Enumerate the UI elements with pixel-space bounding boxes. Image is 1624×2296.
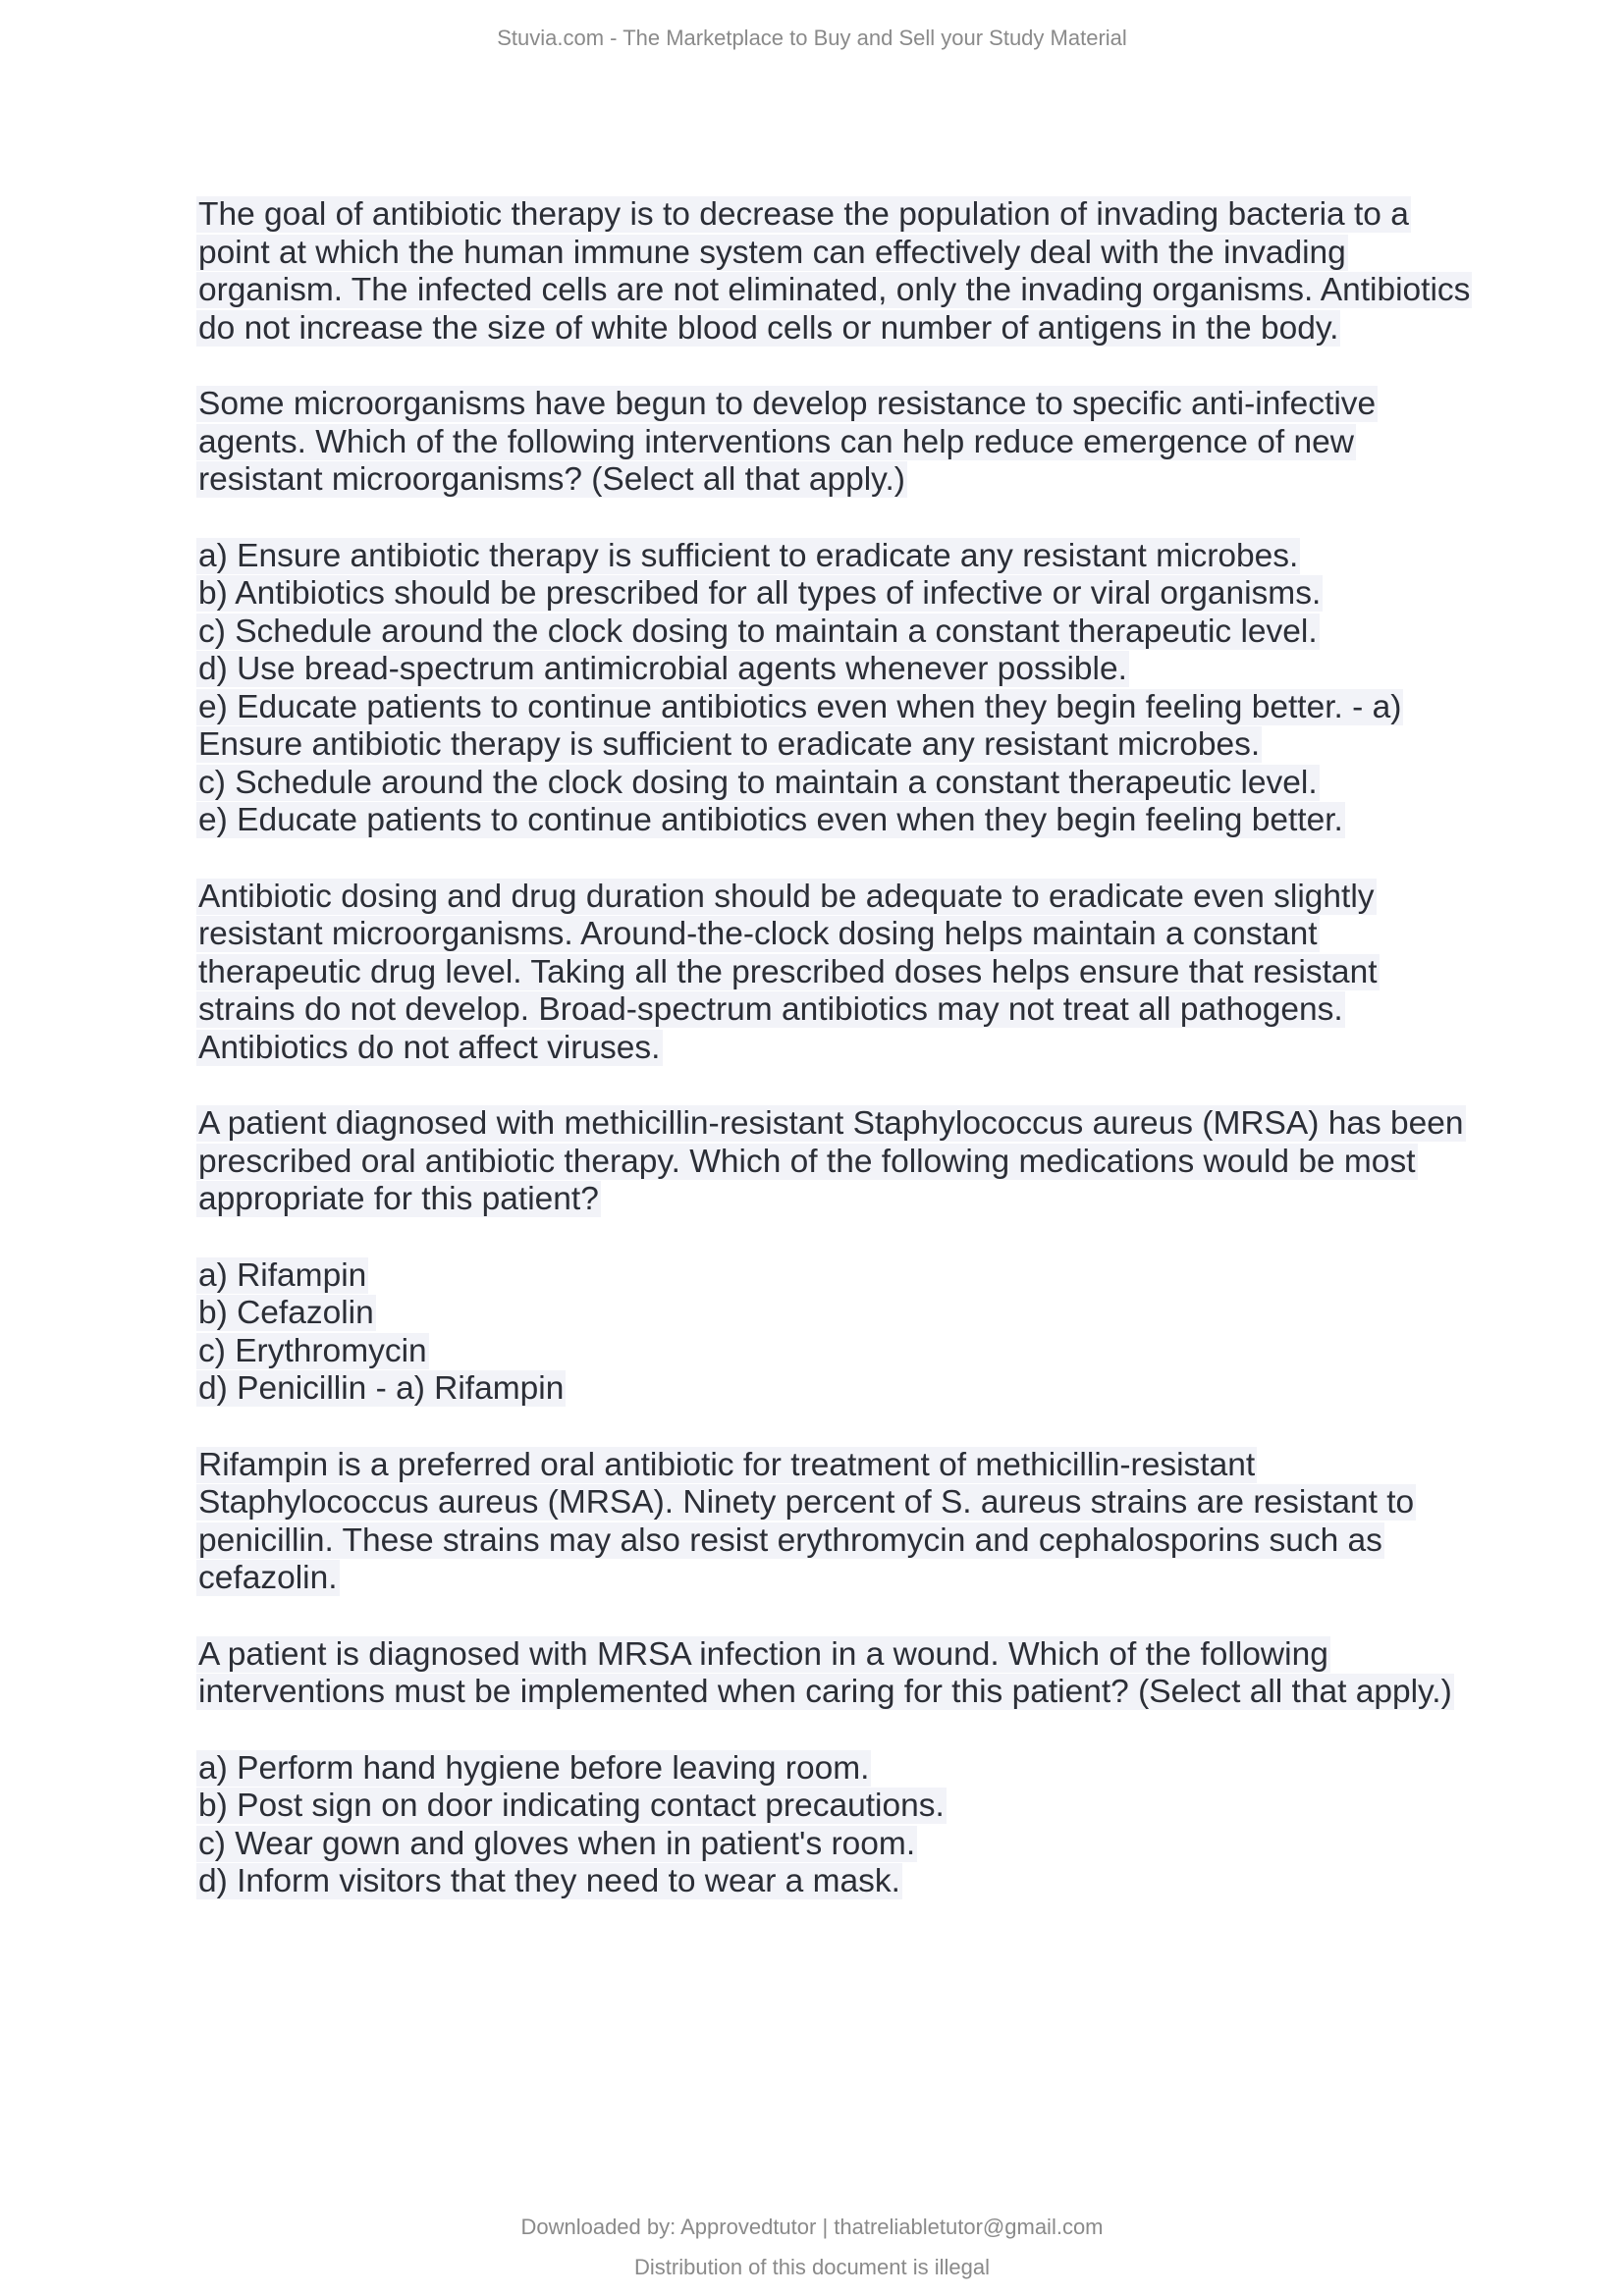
text-line: appropriate for this patient? [198, 1181, 599, 1217]
answer-options [196, 1750, 1492, 1901]
text-line: Staphylococcus aureus (MRSA). Ninety percent of S. aureus strains are resistant to [198, 1484, 1415, 1521]
text-line: prescribed oral antibiotic therapy. Which of the following medications would be most [198, 1143, 1416, 1180]
text-line: c) Wear gown and gloves when in patient's room. [198, 1825, 916, 1862]
text-line: Ensure antibiotic therapy is sufficient to eradicate any resistant microbes. [198, 726, 1261, 763]
text-line: e) Educate patients to continue antibiotics even when they begin feeling better. [198, 802, 1343, 838]
text-line: organism. The infected cells are not eliminated, only the invading organisms. Antibiotics [198, 272, 1471, 308]
text-line: b) Cefazolin [198, 1295, 374, 1331]
text-line: interventions must be implemented when caring for this patient? (Select all that apply.) [198, 1674, 1452, 1710]
document-body [196, 196, 1492, 1940]
text-line: cefazolin. [198, 1560, 338, 1596]
text-line: therapeutic drug level. Taking all the prescribed doses helps ensure that resistant [198, 953, 1378, 990]
text-line: A patient is diagnosed with MRSA infection in a wound. Which of the following [198, 1635, 1328, 1673]
text-line: resistant microorganisms? (Select all that apply.) [198, 461, 905, 498]
text-line: d) Use bread-spectrum antimicrobial agents whenever possible. [198, 651, 1127, 687]
page-header: Stuvia.com - The Marketplace to Buy and Sell your Study Material [497, 26, 1127, 50]
text-line: The goal of antibiotic therapy is to decrease the population of invading bacteria to a [198, 196, 1409, 233]
text-line: a) Ensure antibiotic therapy is sufficient to eradicate any resistant microbes. [198, 537, 1299, 574]
text-line: c) Schedule around the clock dosing to maintain a constant therapeutic level. [198, 764, 1318, 801]
text-line: Antibiotic dosing and drug duration should be adequate to eradicate even slightly [198, 878, 1375, 915]
text-line: agents. Which of the following interventions can help reduce emergence of new [198, 423, 1354, 460]
question-text [196, 1636, 1492, 1712]
text-line: a) Rifampin [198, 1256, 367, 1294]
answer-options [196, 538, 1492, 840]
question-text [196, 386, 1492, 500]
distribution-notice: Distribution of this document is illegal [634, 2255, 990, 2279]
explanation-text [196, 1447, 1492, 1598]
download-credit: Downloaded by: Approvedtutor | thatreliabletutor@gmail.com [520, 2215, 1104, 2239]
text-line: resistant microorganisms. Around-the-clock dosing helps maintain a constant [198, 916, 1318, 952]
question-text [196, 1105, 1492, 1219]
text-line: e) Educate patients to continue antibiotics even when they begin feeling better. - a) [198, 688, 1402, 725]
text-line: d) Inform visitors that they need to wear a mask. [198, 1863, 900, 1899]
answer-options [196, 1257, 1492, 1409]
text-line: penicillin. These strains may also resist erythromycin and cephalosporins such as [198, 1522, 1382, 1559]
text-line: Antibiotics do not affect viruses. [198, 1029, 661, 1066]
explanation-text [196, 879, 1492, 1068]
text-line: c) Erythromycin [198, 1332, 427, 1369]
text-line: do not increase the size of white blood cells or number of antigens in the body. [198, 309, 1339, 347]
text-line: strains do not develop. Broad-spectrum antibiotics may not treat all pathogens. [198, 991, 1343, 1028]
text-line: c) Schedule around the clock dosing to maintain a constant therapeutic level. [198, 613, 1318, 650]
text-line: Rifampin is a preferred oral antibiotic for treatment of methicillin-resistant [198, 1446, 1256, 1483]
text-line: d) Penicillin - a) Rifampin [198, 1370, 565, 1407]
paragraph [196, 196, 1492, 347]
text-line: Some microorganisms have begun to develop resistance to specific anti-infective [198, 386, 1377, 422]
text-line: A patient diagnosed with methicillin-resistant Staphylococcus aureus (MRSA) has been [198, 1105, 1464, 1142]
text-line: b) Post sign on door indicating contact precautions. [198, 1788, 945, 1824]
text-line: a) Perform hand hygiene before leaving room. [198, 1749, 870, 1787]
text-line: b) Antibiotics should be prescribed for all types of infective or viral organisms. [198, 575, 1322, 612]
text-line: point at which the human immune system can effectively deal with the invading [198, 234, 1346, 271]
